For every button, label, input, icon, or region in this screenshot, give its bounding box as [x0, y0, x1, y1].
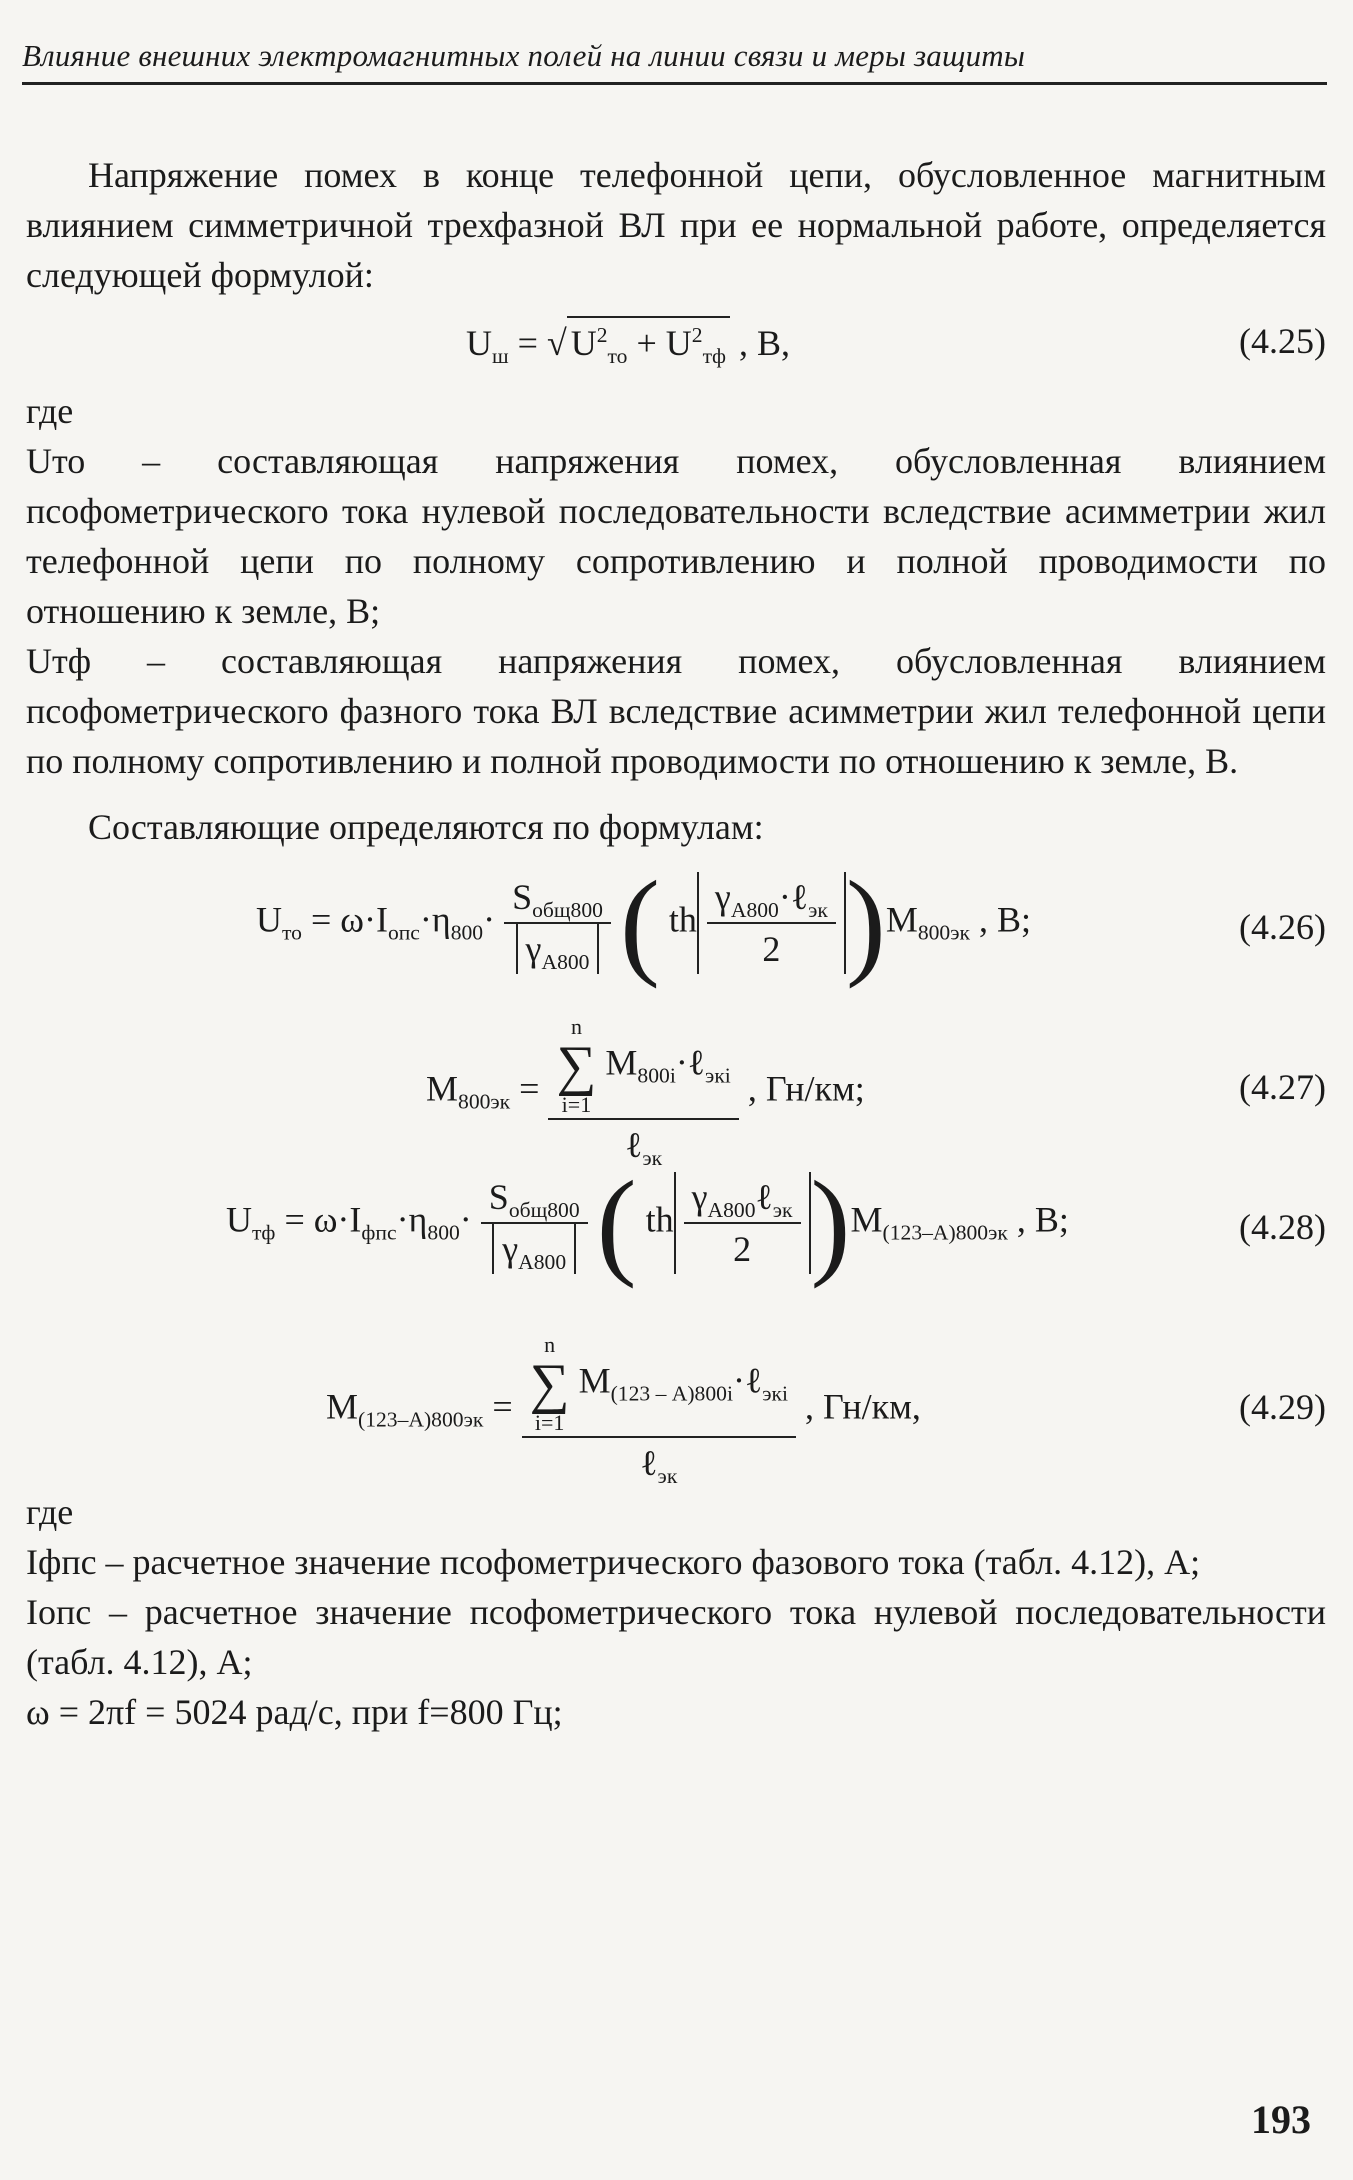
equation-4-27-body: $M_{800эк}$ = n ∑ i=1 $M_{800i}\cdot\ell_{экi}$ ℓ$_{эк}$ , Гн/км; [426, 1014, 865, 1171]
definition-Utf: Uтф – составляющая напряжения помех, обусловленная влиянием псофометрического фазного тока ВЛ вследствие асимметрии жил телефонной цепи по полному сопротивлению и полной проводимости по отношению к земле, В. [26, 641, 1326, 781]
equation-4-28-number: (4.28) [1239, 1207, 1326, 1247]
where-label-1: где [26, 391, 74, 431]
equation-4-27-number: (4.27) [1239, 1067, 1326, 1107]
definition-Uto: Uто – составляющая напряжения помех, обусловленная влиянием псофометрического тока нулевой последовательности вследствие асимметрии жил телефонной цепи по полному сопротивлению и полной проводимости по отношению к земле, В; [26, 441, 1326, 631]
equation-4-26-number: (4.26) [1239, 907, 1326, 947]
equation-4-25-body: $U_ш$ = √ $U^2_{то} + U^2_{тф}$ , В, [466, 316, 790, 368]
page-number: 193 [1251, 2097, 1311, 2142]
equation-4-29-body: $M_{(123-А)800эк}$ = n ∑ i=1 $M_{(123 - А)800i}\cdot\ell_{экi}$ ℓ$_{эк}$ , Гн/км, [326, 1332, 921, 1489]
running-header: Влияние внешних электромагнитных полей на линии связи и меры защиты [22, 38, 1327, 85]
equation-4-29 [26, 1312, 1326, 1487]
equation-4-26 [26, 852, 1326, 1002]
definition-omega: ω = 2πf = 5024 рад/с, при f=800 Гц; [26, 1692, 563, 1732]
equation-4-28-body: $U_{тф} = \omega\cdot I_{фпс}\cdot\eta_{800}\cdot$ $\frac{S_{общ800}}{\gamma_{A800}}$ ( th $\frac{\gamma_{A800}\ell_{эк}}{2}$ )$M_{(123-А)800эк}$ , В; [226, 1156, 1069, 1289]
where-label-2: где [26, 1492, 74, 1532]
equation-4-25 [26, 306, 1326, 386]
definition-Iops: Iопс – расчетное значение псофометрического тока нулевой последовательности (табл. 4.12), А; [26, 1592, 1326, 1682]
page-body [26, 150, 1326, 1737]
equation-4-26-body: $U_{то} = \omega\cdot I_{опс}\cdot\eta_{800}\cdot$ $\frac{S_{общ800}}{\gamma_{A800}}$ ( th $\frac{\gamma_{A800}\cdot\ell_{эк}}{2}$ )$M_{800эк}$ , В; [256, 856, 1031, 989]
components-intro: Составляющие определяются по формулам: [88, 807, 764, 847]
intro-paragraph: Напряжение помех в конце телефонной цепи, обусловленное магнитным влиянием симметричной трехфазной ВЛ при ее нормальной работе, определяется следующей формулой: [26, 155, 1326, 295]
equation-4-27 [26, 1002, 1326, 1171]
equation-4-25-number: (4.25) [1239, 321, 1326, 361]
definition-Ifps: Iфпс – расчетное значение псофометрического фазового тока (табл. 4.12), А; [26, 1542, 1201, 1582]
equation-4-28 [26, 1156, 1326, 1312]
equation-4-29-number: (4.29) [1239, 1387, 1326, 1427]
